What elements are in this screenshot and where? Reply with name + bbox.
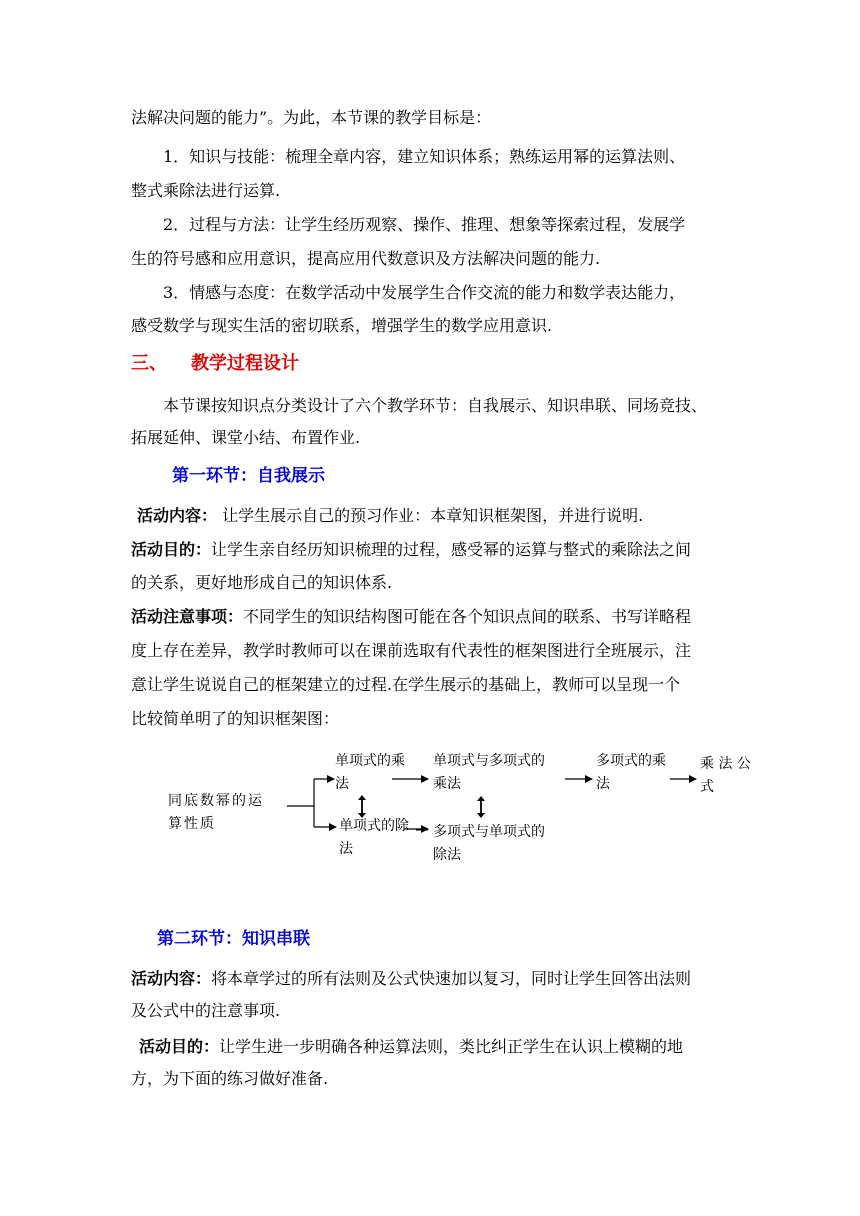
step2-content-cont: 及公式中的注意事项. xyxy=(131,1001,281,1020)
step2-content xyxy=(131,969,691,989)
node-mono-div-line2: 法 xyxy=(339,841,353,857)
goal-1-cont: 整式乘除法进行运算. xyxy=(131,181,281,200)
step2-purpose xyxy=(139,1037,683,1057)
node-mono-poly-mult-line2: 乘法 xyxy=(433,776,461,792)
step2-purpose-text: 让学生进一步明确各种运算法则，类比纠正学生在认识上模糊的地 xyxy=(219,1037,684,1056)
node-mono-poly-mult-line1: 单项式与多项式的 xyxy=(433,753,545,769)
goal-2-cont: 生的符号感和应用意识，提高应用代数意识及方法解决问题的能力. xyxy=(131,249,601,268)
step1-notes-label: 活动注意事项： xyxy=(131,607,244,626)
node-mono-mult-line2: 法 xyxy=(335,776,349,792)
section-number: 三、 xyxy=(131,353,167,374)
paragraph-line: 法解决问题的能力”。为此，本节课的教学目标是： xyxy=(131,108,492,127)
goal-3: 3．情感与态度：在数学活动中发展学生合作交流的能力和数学表达能力， xyxy=(163,283,686,302)
step1-notes-cont-2: 意让学生说说自己的框架建立的过程.在学生展示的基础上，教师可以呈现一个 xyxy=(131,675,681,694)
step1-notes-cont-1: 度上存在差异，教学时教师可以在课前选取有代表性的框架图进行全班展示，注 xyxy=(131,641,692,660)
step1-content-label: 活动内容： xyxy=(137,506,218,525)
node-mono-mult-line1: 单项式的乘 xyxy=(335,753,405,769)
step2-purpose-label: 活动目的： xyxy=(139,1037,220,1056)
section-intro-cont: 拓展延伸、课堂小结、布置作业. xyxy=(131,428,361,447)
node-formula xyxy=(700,753,751,799)
node-poly-mult xyxy=(596,750,666,796)
node-mono-div-line1: 单项式的除 xyxy=(339,818,409,834)
step1-purpose-label: 活动目的： xyxy=(131,540,212,559)
node-poly-mono-div-line1: 多项式与单项式的 xyxy=(433,824,545,840)
node-formula-line2: 式 xyxy=(700,779,714,795)
step2-purpose-cont: 方，为下面的练习做好准备. xyxy=(131,1069,329,1088)
node-poly-mono-div xyxy=(433,821,545,867)
node-poly-mono-div-line2: 除法 xyxy=(433,847,461,863)
goal-3-cont: 感受数学与现实生活的密切联系，增强学生的数学应用意识. xyxy=(131,316,553,335)
node-root-line2: 算性质 xyxy=(168,816,216,832)
node-poly-mult-line2: 法 xyxy=(596,776,610,792)
step2-content-label: 活动内容： xyxy=(131,969,212,988)
node-mono-div xyxy=(339,815,409,861)
section-title: 教学过程设计 xyxy=(191,353,299,374)
step2-content-text: 将本章学过的所有法则及公式快速加以复习，同时让学生回答出法则 xyxy=(211,969,692,988)
node-poly-mult-line1: 多项式的乘 xyxy=(596,753,666,769)
node-root-line1: 同底数幂的运 xyxy=(168,793,264,809)
step1-title: 第一环节：自我展示 xyxy=(172,466,325,486)
goal-2: 2．过程与方法：让学生经历观察、操作、推理、想象等探索过程，发展学 xyxy=(163,215,686,234)
step1-content-text: 让学生展示自己的预习作业：本章知识框架图，并进行说明. xyxy=(217,506,644,525)
node-root xyxy=(168,790,264,836)
step2-title: 第二环节：知识串联 xyxy=(157,929,310,949)
node-formula-line1: 乘 法 公 xyxy=(700,756,751,772)
goal-1: 1．知识与技能：梳理全章内容，建立知识体系；熟练运用幂的运算法则、 xyxy=(163,147,686,166)
node-mono-poly-mult xyxy=(433,750,545,796)
section-intro: 本节课按知识点分类设计了六个教学环节：自我展示、知识串联、同场竞技、 xyxy=(163,396,708,415)
step1-notes-text: 不同学生的知识结构图可能在各个知识点间的联系、书写详略程 xyxy=(243,607,692,626)
node-mono-mult xyxy=(335,750,405,796)
step1-purpose-text: 让学生亲自经历知识梳理的过程，感受幂的运算与整式的乘除法之间 xyxy=(211,540,692,559)
step1-purpose-cont: 的关系，更好地形成自己的知识体系. xyxy=(131,573,393,592)
step1-notes-cont-3: 比较简单明了的知识框架图： xyxy=(131,709,340,728)
